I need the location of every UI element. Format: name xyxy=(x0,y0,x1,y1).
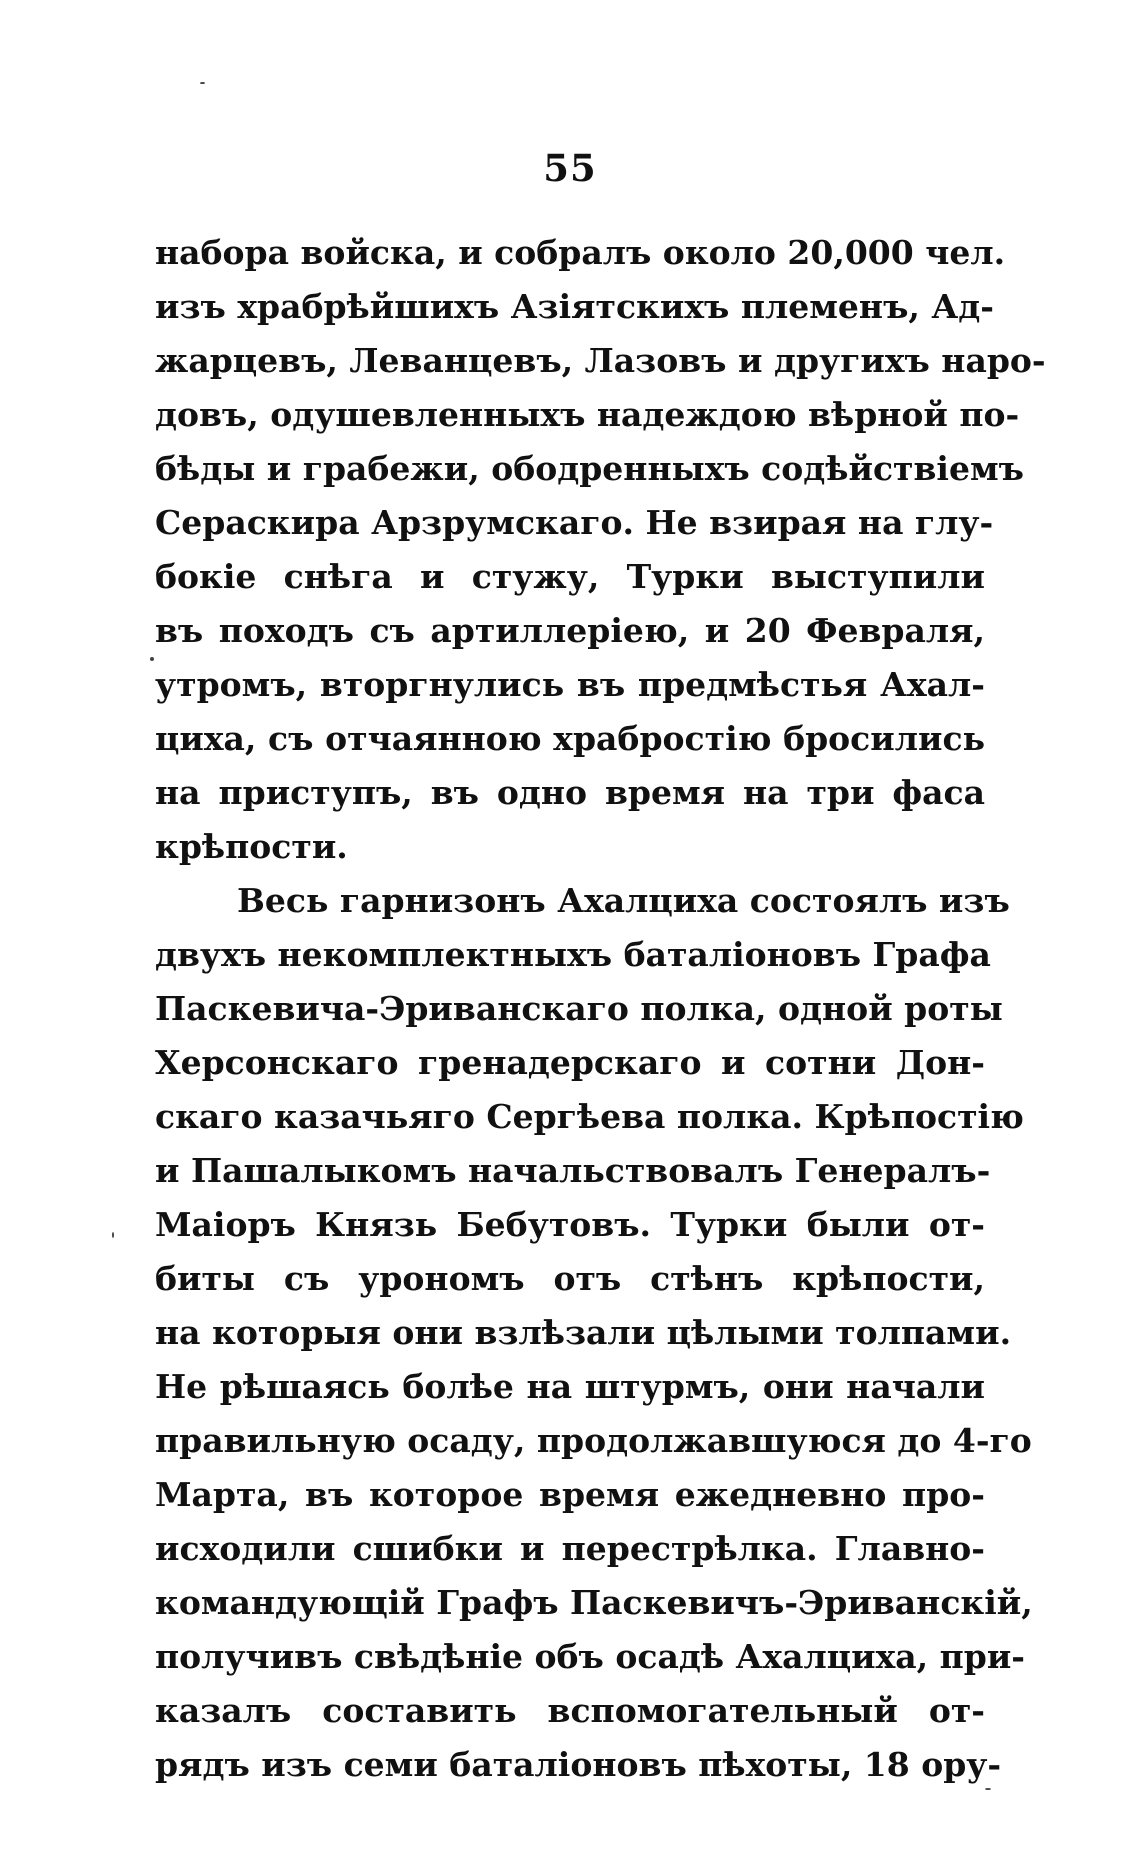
text-line: крѣпости. xyxy=(155,827,348,866)
text-line: въ походъ съ артиллеріею, и 20 Февраля, xyxy=(155,611,985,650)
text-line: скаго казачьяго Сергѣева полка. Крѣпостію xyxy=(155,1097,1024,1136)
text-line: исходили сшибки и перестрѣлка. Главно- xyxy=(155,1529,985,1568)
text-line: Не рѣшаясь болѣе на штурмъ, они начали xyxy=(155,1367,985,1406)
body-text xyxy=(155,226,1046,1792)
text-line: получивъ свѣдѣніе объ осадѣ Ахалциха, при- xyxy=(155,1637,1026,1676)
text-line: Паскевича-Эриванскаго полка, одной роты xyxy=(155,989,1003,1028)
text-line: набора войска, и собралъ около 20,000 чел. xyxy=(155,233,1006,272)
text-line: довъ, одушевленныхъ надеждою вѣрной по- xyxy=(155,395,1020,434)
text-line: изъ храбрѣйшихъ Азіятскихъ племенъ, Ад- xyxy=(155,287,994,326)
text-line: на которыя они взлѣзали цѣлыми толпами. xyxy=(155,1313,1012,1352)
text-line: двухъ некомплектныхъ баталіоновъ Графа xyxy=(155,935,991,974)
text-line: Сераскира Арзрумскаго. Не взирая на глу- xyxy=(155,503,994,542)
text-line: жарцевъ, Леванцевъ, Лазовъ и другихъ наро- xyxy=(155,341,1046,380)
text-line: командующій Графъ Паскевичъ-Эриванскій, xyxy=(155,1583,1033,1622)
text-line: циха, съ отчаянною храбростію бросились xyxy=(155,719,985,758)
text-line: правильную осаду, продолжавшуюся до 4-го xyxy=(155,1421,1032,1460)
scan-speck xyxy=(200,82,205,84)
scan-speck xyxy=(150,657,154,661)
text-line: бѣды и грабежи, ободренныхъ содѣйствіемъ xyxy=(155,449,1024,488)
text-line: казалъ составить вспомогательный от- xyxy=(155,1691,985,1730)
text-line: рядъ изъ семи баталіоновъ пѣхоты, 18 ору- xyxy=(155,1745,1002,1784)
text-line: на приступъ, въ одно время на три фаса xyxy=(155,773,985,812)
scan-speck xyxy=(112,1232,114,1238)
text-line: Маіоръ Князь Бебутовъ. Турки были от- xyxy=(155,1205,985,1244)
text-line: и Пашалыкомъ начальствовалъ Генералъ- xyxy=(155,1151,991,1190)
paragraph-first-line: Весь гарнизонъ Ахалциха состоялъ изъ xyxy=(237,881,1010,920)
text-line: биты съ урономъ отъ стѣнъ крѣпости, xyxy=(155,1259,985,1298)
page-number: 55 xyxy=(543,146,597,190)
scan-speck xyxy=(985,1788,991,1790)
text-line: утромъ, вторгнулись въ предмѣстья Ахал- xyxy=(155,665,985,704)
text-line: бокіе снѣга и стужу, Турки выступили xyxy=(155,557,985,596)
text-line: Херсонскаго гренадерскаго и сотни Дон- xyxy=(155,1043,985,1082)
text-line: Марта, въ которое время ежедневно про- xyxy=(155,1475,985,1514)
